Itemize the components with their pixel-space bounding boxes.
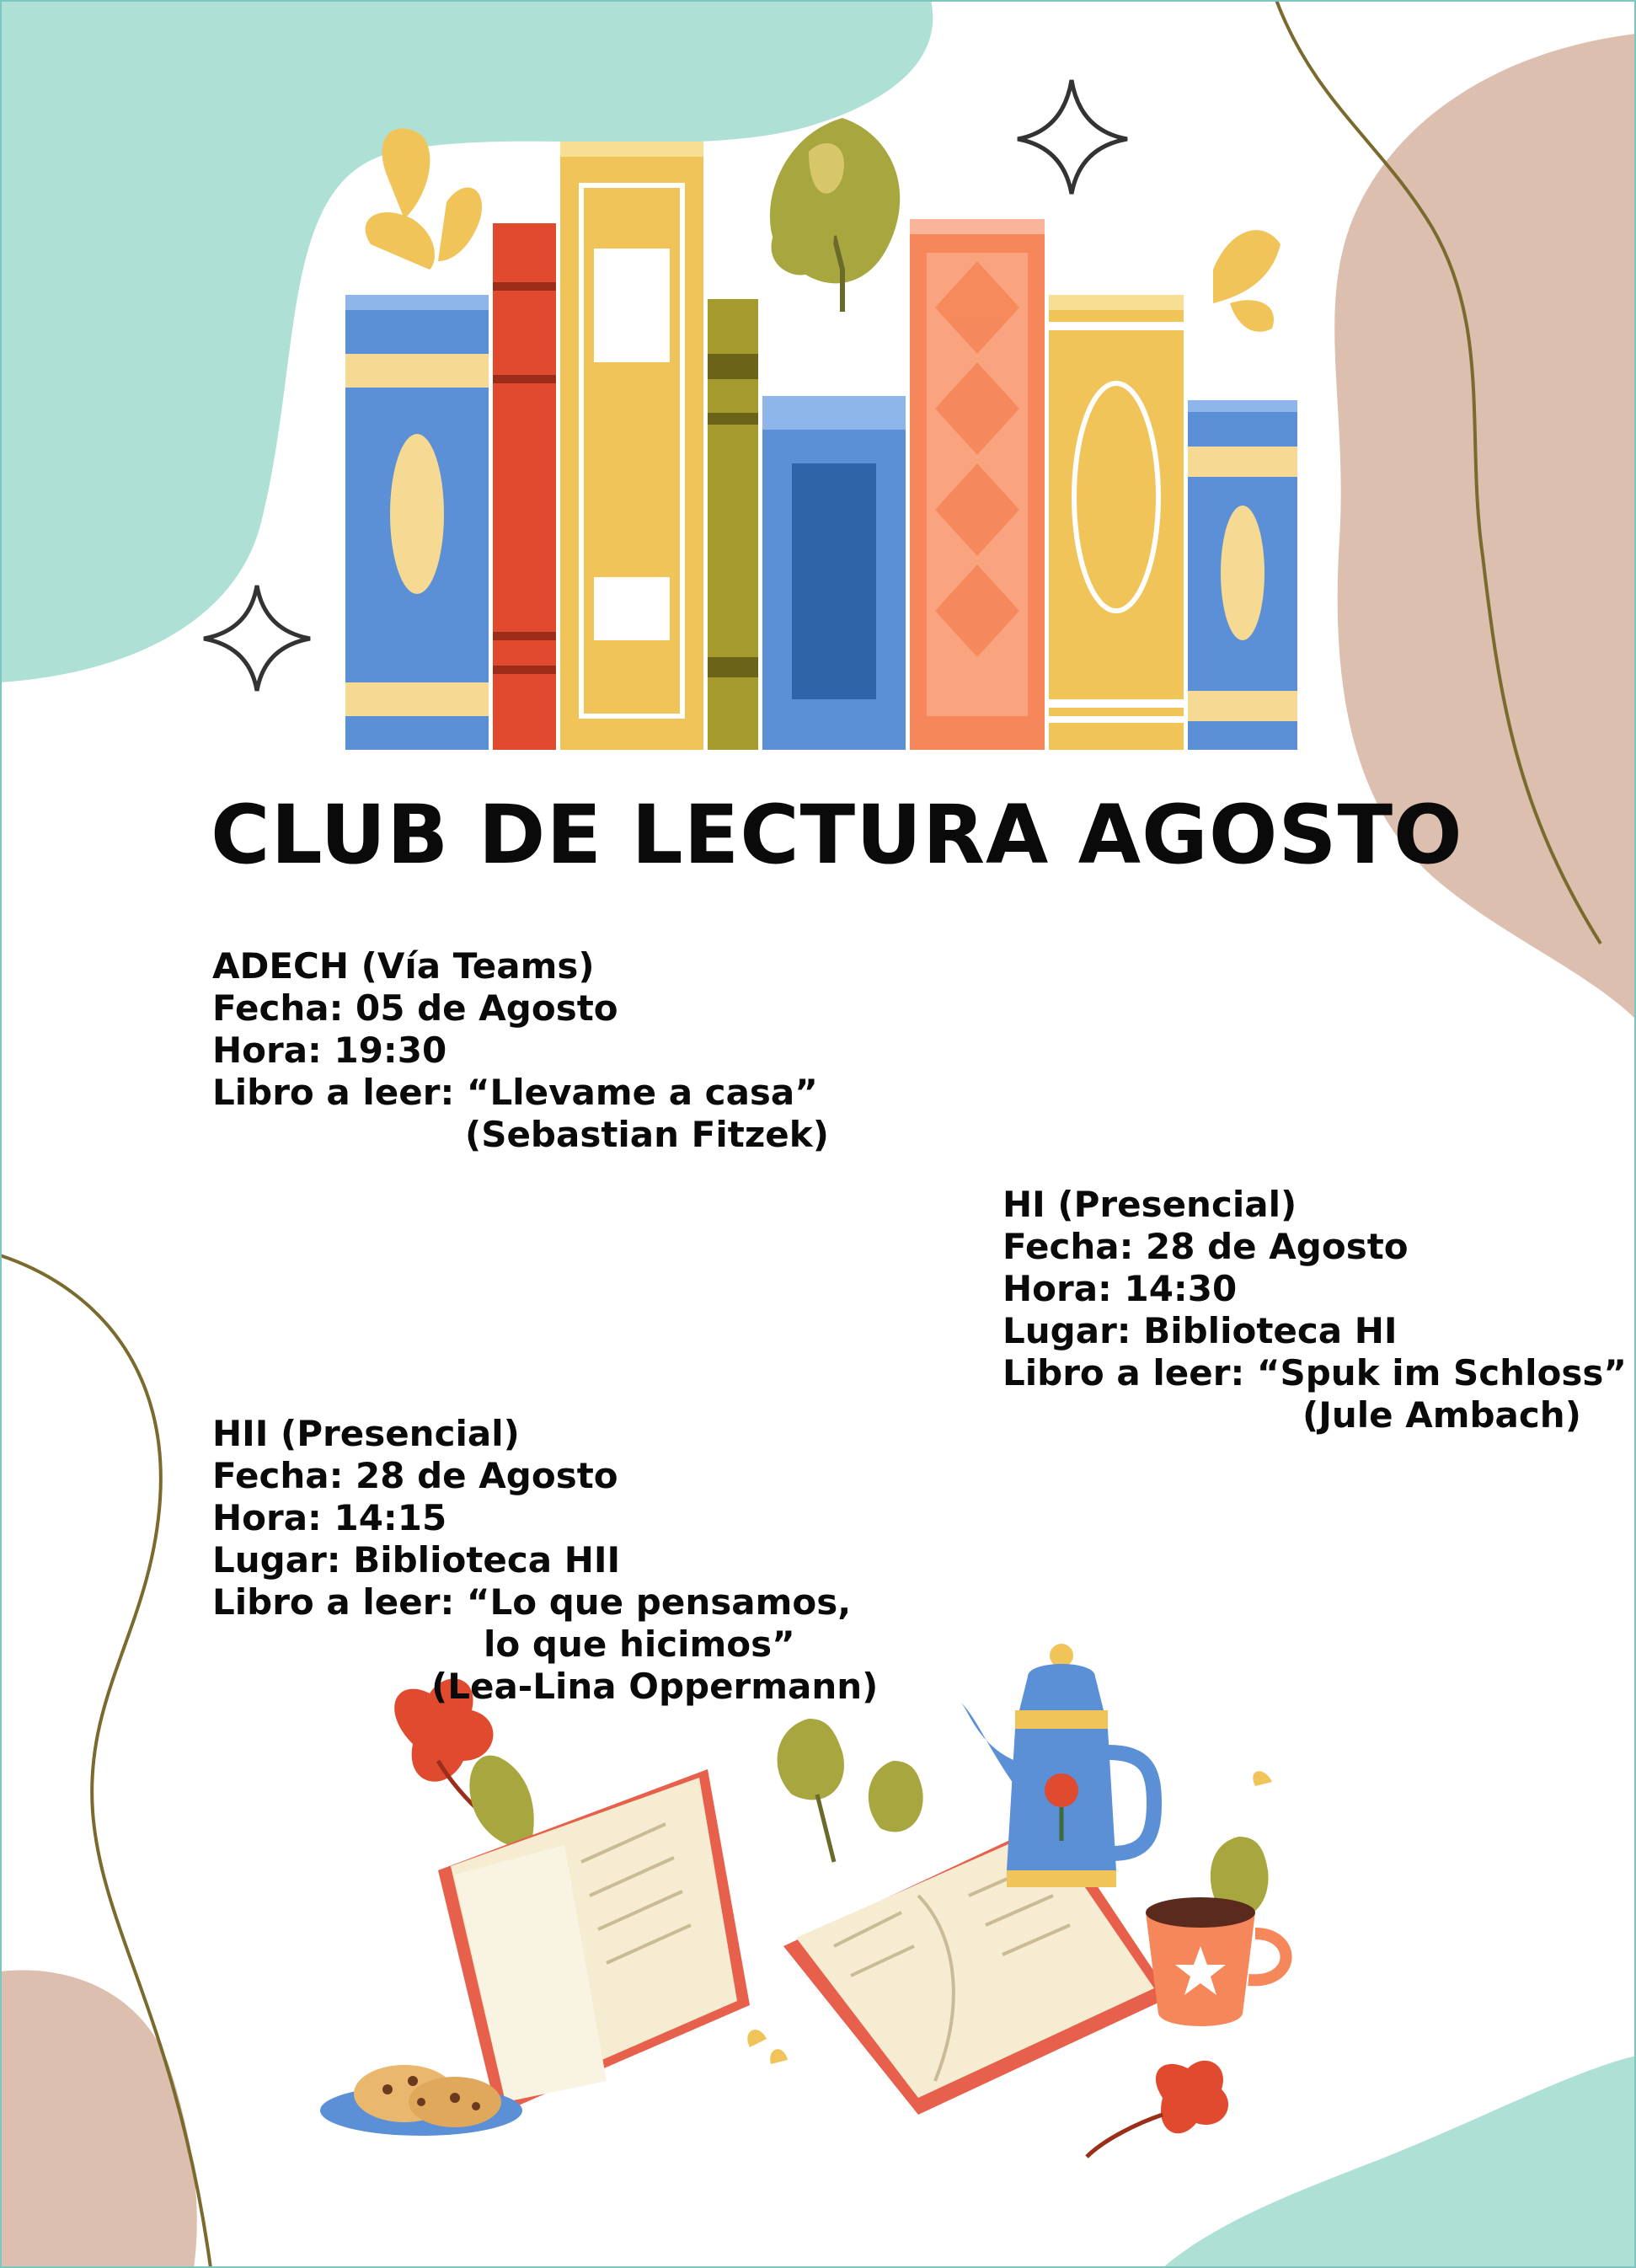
session-time: Hora: 14:30 [1002, 1268, 1238, 1309]
leaf-splash-icon [1213, 230, 1280, 332]
blush-blob-bottom-left [0, 1970, 197, 2268]
book-yellow-tall [560, 142, 703, 750]
book-blue-short [762, 396, 906, 750]
session-date: Fecha: 28 de Agosto [212, 1455, 618, 1496]
session-heading: ADECH (Vía Teams) [212, 945, 595, 987]
session-heading: HII (Presencial) [212, 1413, 520, 1454]
session-book: Libro a leer: “Llevame a casa” [212, 1072, 818, 1113]
book-blue-right [1188, 400, 1297, 750]
session-author: (Sebastian Fitzek) [465, 1114, 829, 1155]
flower-icon [1087, 2061, 1228, 2157]
session-adech [212, 945, 829, 1156]
book-red [493, 223, 556, 750]
session-time: Hora: 14:15 [212, 1497, 447, 1538]
session-author: (Jule Ambach) [1302, 1394, 1581, 1436]
session-place: Lugar: Biblioteca HII [212, 1539, 621, 1581]
book-orange [910, 219, 1045, 750]
sparkle-icon [204, 586, 310, 691]
bookshelf-illustration [337, 101, 1314, 758]
session-date: Fecha: 05 de Agosto [212, 987, 618, 1029]
leaf-icon [770, 118, 900, 312]
session-book: Libro a leer: “Spuk im Schloss” [1002, 1352, 1627, 1393]
session-hii [212, 1413, 878, 1708]
book-olive [708, 299, 758, 750]
session-book: Libro a leer: “Lo que pensamos, [212, 1581, 852, 1623]
session-date: Fecha: 28 de Agosto [1002, 1226, 1409, 1267]
leaf-icon [469, 1756, 533, 1848]
session-author: (Lea-Lina Oppermann) [431, 1666, 879, 1707]
reading-illustration [312, 1643, 1297, 2165]
cup-icon [1146, 1897, 1286, 2026]
session-time: Hora: 19:30 [212, 1030, 447, 1071]
session-book-continued: lo que hicimos” [484, 1623, 795, 1665]
session-hi [1002, 1184, 1627, 1436]
book-yellow [1049, 295, 1184, 750]
session-heading: HI (Presencial) [1002, 1184, 1297, 1225]
leaf-splash-icon [366, 128, 482, 270]
book-blue [345, 295, 489, 750]
session-place: Lugar: Biblioteca HI [1002, 1310, 1398, 1351]
leaf-icon [778, 1719, 923, 1862]
page-title: CLUB DE LECTURA AGOSTO [211, 788, 1463, 882]
